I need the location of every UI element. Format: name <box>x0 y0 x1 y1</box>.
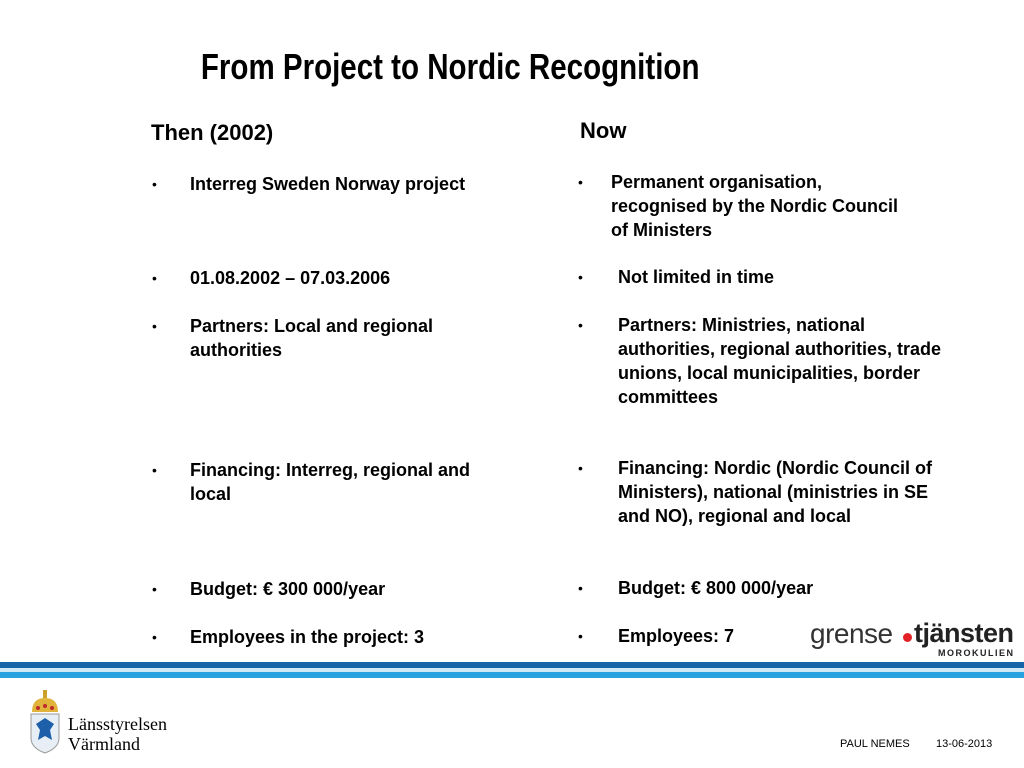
now-item: Permanent organisation, recognised by the Nordic Council of Ministers <box>611 172 899 240</box>
footer-author: PAUL NEMES <box>840 738 910 750</box>
slide-title: From Project to Nordic Recognition <box>200 46 700 87</box>
bullet: • <box>152 581 157 597</box>
now-item: Financing: Nordic (Nordic Council of Ministers), national (ministries in SE and NO), regional and local <box>618 458 932 526</box>
then-item: 01.08.2002 – 07.03.2006 <box>190 268 391 288</box>
grensetjansten-logo <box>810 618 1022 660</box>
bullet: • <box>152 270 157 286</box>
bullet: • <box>578 628 583 644</box>
bullet: • <box>152 629 157 645</box>
now-heading: Now <box>580 118 627 143</box>
bullet: • <box>578 269 583 285</box>
bullet: • <box>152 462 157 478</box>
red-dot-icon <box>903 633 912 642</box>
logo-text-light: grense <box>810 618 893 649</box>
now-item: Not limited in time <box>618 267 775 287</box>
then-item: Budget: € 300 000/year <box>190 579 386 599</box>
then-item: Partners: Local and regional authorities <box>190 316 434 360</box>
logo-text-bold: tjänsten <box>914 618 1014 648</box>
logo-subtitle: MOROKULIEN <box>938 648 1015 658</box>
now-item: Employees: 7 <box>618 626 735 646</box>
org-name-line1: Länsstyrelsen <box>68 714 167 734</box>
bullet: • <box>578 174 583 190</box>
then-item: Employees in the project: 3 <box>190 627 425 647</box>
bullet: • <box>578 317 583 333</box>
coat-of-arms-icon <box>28 690 62 754</box>
bullet: • <box>578 580 583 596</box>
then-heading: Then (2002) <box>151 120 274 145</box>
org-name-line2: Värmland <box>68 734 140 754</box>
bullet: • <box>152 176 157 192</box>
bullet: • <box>578 460 583 476</box>
then-item: Interreg Sweden Norway project <box>190 174 466 194</box>
light-stripe <box>0 672 1024 678</box>
bullet: • <box>152 318 157 334</box>
now-item: Partners: Ministries, national authorities, regional authorities, trade unions, local municipalities, border committees <box>618 315 942 407</box>
footer-date: 13-06-2013 <box>936 738 993 750</box>
now-item: Budget: € 800 000/year <box>618 578 814 598</box>
then-item: Financing: Interreg, regional and local <box>190 460 471 504</box>
